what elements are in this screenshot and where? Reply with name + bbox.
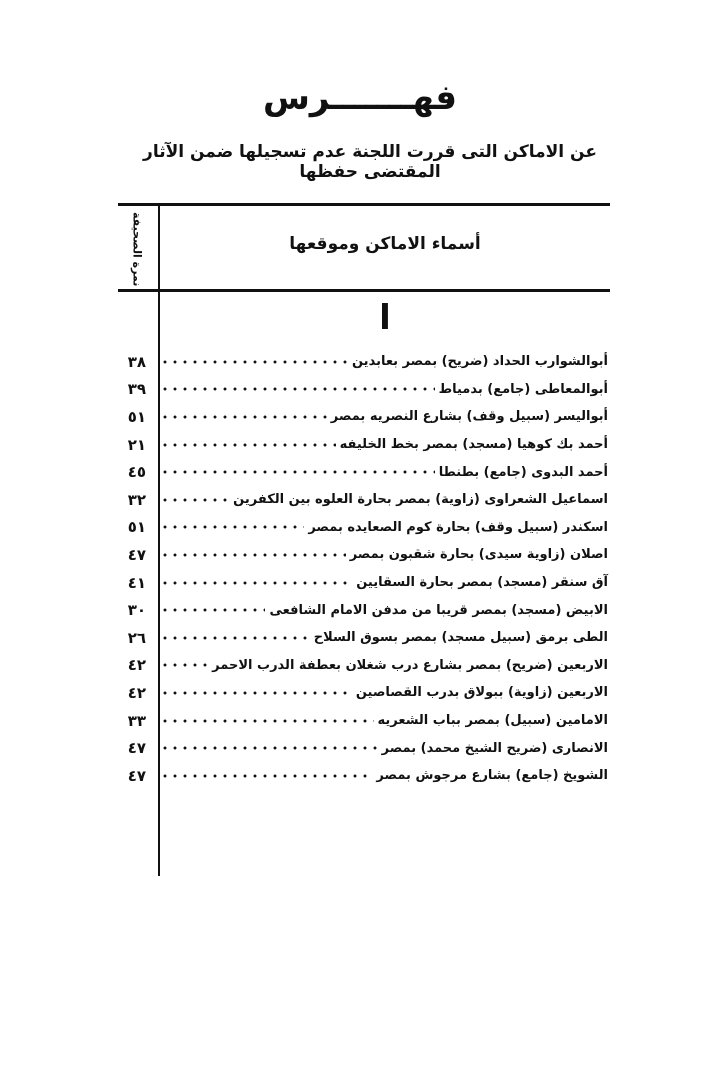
dot-leader xyxy=(160,772,372,780)
page-number: ٣٠ xyxy=(127,601,146,620)
dot-leader xyxy=(160,385,435,393)
place-name: الامامين (سبيل) بمصر بباب الشعريه xyxy=(377,713,608,729)
dot-leader xyxy=(160,441,336,449)
column-header-page xyxy=(118,212,156,286)
entry-text xyxy=(160,437,608,452)
entry-text xyxy=(160,354,608,369)
dot-leader xyxy=(160,606,265,614)
entry-text xyxy=(160,409,608,424)
entry-text xyxy=(160,685,608,700)
index-list xyxy=(118,348,608,790)
page-number: ٤٢ xyxy=(127,656,146,675)
index-entry xyxy=(118,679,608,707)
place-name: أبواليسر (سبيل وقف) بشارع النصريه بمصر xyxy=(330,409,608,425)
place-name: اسكندر (سبيل وقف) بحارة كوم الصعايده بمصر xyxy=(308,519,608,535)
dot-leader xyxy=(160,717,374,725)
place-name: اسماعيل الشعراوى (زاوية) بمصر بحارة العلوه بين الكفرين xyxy=(233,492,608,508)
dot-leader xyxy=(160,661,208,669)
entry-text xyxy=(160,603,608,618)
dot-leader xyxy=(160,468,435,476)
page-number: ٥١ xyxy=(127,518,146,537)
page-number: ٣٩ xyxy=(127,380,146,399)
table-top-rule xyxy=(118,203,610,206)
index-entry xyxy=(118,348,608,376)
section-letter: ا xyxy=(379,298,391,338)
index-entry xyxy=(118,376,608,404)
place-name: أبوالمعاطى (جامع) بدمياط xyxy=(438,381,608,397)
place-name: اصلان (زاوية سيدى) بحارة شقبون بمصر xyxy=(349,547,608,563)
dot-leader xyxy=(160,634,310,642)
page-number: ٣٣ xyxy=(127,711,146,730)
entry-text xyxy=(160,492,608,507)
place-name: الطى برمق (سبيل مسجد) بمصر بسوق السلاح xyxy=(313,630,608,646)
place-name: أحمد البدوى (جامع) بطنطا xyxy=(438,464,608,480)
page-title: فهـــــــرس xyxy=(262,78,458,118)
dot-leader xyxy=(160,523,304,531)
place-name: الشويخ (جامع) بشارع مرجوش بمصر xyxy=(376,768,608,784)
place-name: الاربعين (زاوية) ببولاق بدرب القصاصين xyxy=(355,685,608,701)
entry-text xyxy=(160,768,608,783)
column-header-page-label: نمرة الصحيفة xyxy=(130,211,144,287)
dot-leader xyxy=(160,551,346,559)
entry-text xyxy=(160,465,608,480)
dot-leader xyxy=(160,744,378,752)
page-number: ٢١ xyxy=(127,435,146,454)
index-entry xyxy=(118,624,608,652)
index-entry xyxy=(118,707,608,735)
dot-leader xyxy=(160,496,229,504)
entry-text xyxy=(160,630,608,645)
index-entry xyxy=(118,734,608,762)
page-number: ٤٧ xyxy=(127,545,146,564)
page-number: ٣٨ xyxy=(127,352,146,371)
page-number: ٢٦ xyxy=(127,628,146,647)
index-entry xyxy=(118,514,608,542)
index-entry xyxy=(118,569,608,597)
page-number: ٥١ xyxy=(127,407,146,426)
page-number: ٤٧ xyxy=(127,739,146,758)
entry-text xyxy=(160,575,608,590)
index-entry xyxy=(118,486,608,514)
entry-text xyxy=(160,658,608,673)
index-entry xyxy=(118,458,608,486)
place-name: آق سنقر (مسجد) بمصر بحارة السقايين xyxy=(356,575,608,591)
place-name: أبوالشوارب الحداد (ضريح) بمصر بعابدين xyxy=(351,354,608,370)
page-number: ٣٢ xyxy=(127,490,146,509)
entry-text xyxy=(160,520,608,535)
table-header-rule xyxy=(118,289,610,292)
column-header-names: أسماء الاماكن وموقعها xyxy=(289,234,481,254)
entry-text xyxy=(160,713,608,728)
index-entry xyxy=(118,431,608,459)
index-entry xyxy=(118,403,608,431)
entry-text xyxy=(160,382,608,397)
place-name: الاربعين (ضريح) بمصر بشارع درب شغلان بعطفة الدرب الاحمر xyxy=(212,657,608,673)
entry-text xyxy=(160,547,608,562)
index-entry xyxy=(118,762,608,790)
index-entry xyxy=(118,652,608,680)
page-subtitle: عن الاماكن التى قررت اللجنة عدم تسجيلها ضمن الآثار المقتضى حفظها xyxy=(143,142,597,182)
page-number: ٤٥ xyxy=(127,463,146,482)
place-name: الانصارى (ضريح الشيخ محمد) بمصر xyxy=(381,740,608,756)
dot-leader xyxy=(160,579,352,587)
dot-leader xyxy=(160,413,327,421)
dot-leader xyxy=(160,358,348,366)
place-name: الابيض (مسجد) بمصر قريبا من مدفن الامام الشافعى xyxy=(269,602,608,618)
entry-text xyxy=(160,741,608,756)
place-name: أحمد بك كوهيا (مسجد) بمصر بخط الخليفه xyxy=(339,437,608,453)
page-number: ٤٧ xyxy=(127,766,146,785)
page-number: ٤٢ xyxy=(127,683,146,702)
page-number: ٤١ xyxy=(127,573,146,592)
index-entry xyxy=(118,596,608,624)
dot-leader xyxy=(160,689,352,697)
index-entry xyxy=(118,541,608,569)
